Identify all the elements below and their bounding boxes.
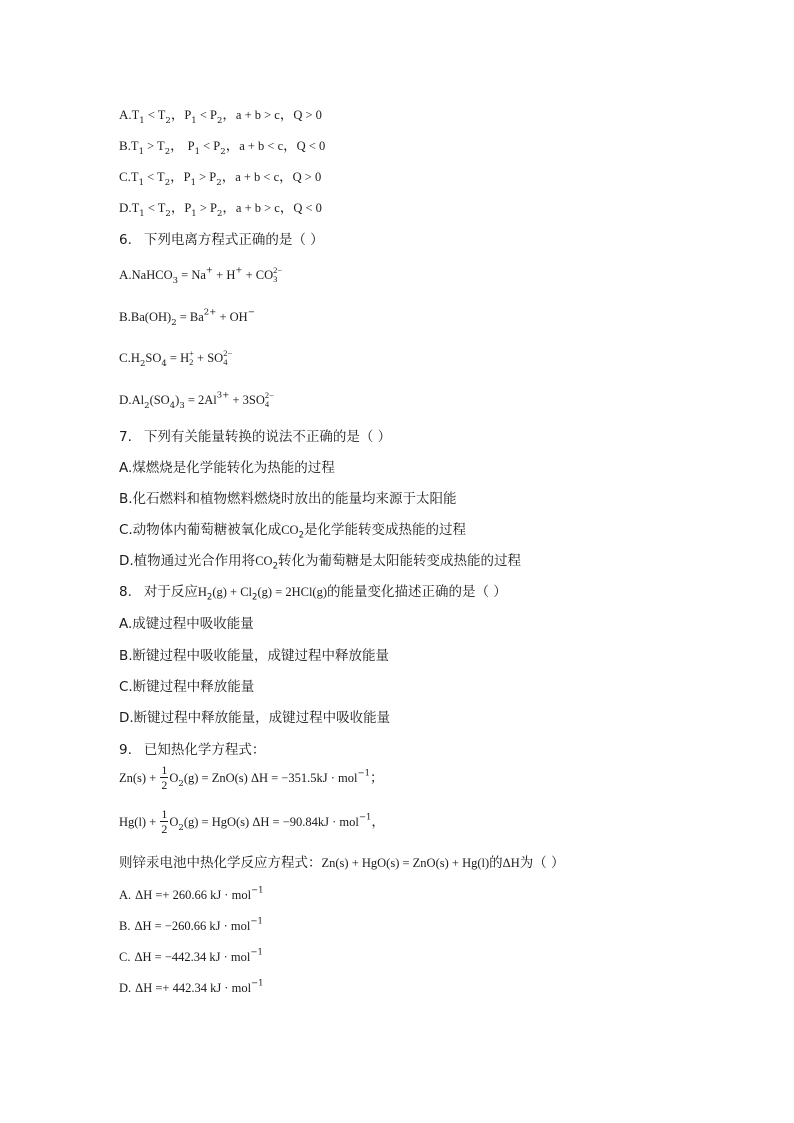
- question-number: 8.: [119, 584, 132, 600]
- option-label: D.: [119, 200, 132, 215]
- q7-option-c: C.动物体内葡萄糖被氧化成$CO_2$是化学能转变成热能的过程: [119, 522, 467, 541]
- option-label: A.: [119, 107, 132, 122]
- q8-stem: 8. 对于反应$H_2(g) + Cl_2(g) = 2HCl(g)$的能量变化描述正确的是（ ）: [119, 584, 507, 603]
- q8-option-d: D.断键过程中释放能量，成键过程中吸收能量: [119, 710, 391, 726]
- q9-option-b: B. ΔH = −260.66 kJ · mol$^{-1}$: [119, 916, 263, 933]
- q6-option-d: $D.Al_2(SO_4)_3 = 2Al^{3+} + 3SO$ 2− 4: [119, 390, 274, 412]
- q6-stem: 6. 下列电离方程式正确的是（ ）: [119, 232, 324, 248]
- option-label: B.: [119, 138, 131, 153]
- q7-option-a: A.煤燃烧是化学能转化为热能的过程: [119, 460, 335, 476]
- fraction: $\frac{1}{2}$: [161, 807, 168, 836]
- q7-option-d: D.植物通过光合作用将$CO_2$转化为葡萄糖是太阳能转变成热能的过程: [119, 553, 521, 572]
- question-number: 9.: [119, 742, 132, 758]
- q7-stem: 7. 下列有关能量转换的说法不正确的是（ ）: [119, 429, 392, 445]
- q9-equation-1: Zn(s) + $\frac{1}{2}$ $O_2(g) = ZnO(s) \Delta H = -351.5kJ \cdot mol^{-1}$；: [119, 763, 384, 792]
- q9-question: 则锌汞电池中热化学反应方程式：Zn(s) + HgO(s) = ZnO(s) + Hg(l)的ΔH为（ ）: [119, 855, 565, 871]
- q5-option-b: $B.T_1 > T_2$， $P_1 < P_2$，a + b < c，Q < 0: [119, 138, 326, 158]
- q9-stem: 9. 已知热化学方程式：: [119, 742, 266, 758]
- q5-option-a: $A.T_1 < T_2$，$P_1 < P_2$，a + b > c，Q > 0: [119, 107, 322, 127]
- q8-option-c: C.断键过程中释放能量: [119, 679, 255, 695]
- question-number: 7.: [119, 429, 132, 445]
- q9-option-c: C. ΔH = −442.34 kJ · mol$^{-1}$: [119, 947, 263, 964]
- fraction: $\frac{1}{2}$: [161, 763, 168, 792]
- q6-option-a: A.NaHCO$_3$ = Na+ + H+ + CO 2− 3: [119, 265, 283, 287]
- q5-option-c: $C.T_1 < T_2$，$P_1 > P_2$，a + b < c，Q > 0: [119, 169, 322, 189]
- question-number: 6.: [119, 232, 132, 248]
- q6-option-b: $B.Ba(OH)_2 = Ba^{2+} + OH^-$: [119, 307, 255, 329]
- q9-option-a: A. ΔH =+ 260.66 kJ · mol$^{-1}$: [119, 885, 264, 902]
- q9-equation-2: Hg(l) + $\frac{1}{2}$ $O_2(g) = HgO(s) \Delta H = -90.84kJ \cdot mol^{-1}$，: [119, 807, 385, 836]
- q5-option-d: $D.T_1 < T_2$，$P_1 > P_2$，a + b > c，Q < 0: [119, 200, 322, 220]
- q8-option-b: B.断键过程中吸收能量，成键过程中释放能量: [119, 648, 390, 664]
- q6-option-c: $C.H_2SO_4 = H$ + 2 + SO 2− 4: [119, 348, 233, 370]
- q7-option-b: B.化石燃料和植物燃料燃烧时放出的能量均来源于太阳能: [119, 491, 457, 507]
- q9-option-d: D. ΔH =+ 442.34 kJ · mol$^{-1}$: [119, 978, 264, 995]
- q8-option-a: A.成键过程中吸收能量: [119, 616, 254, 632]
- option-label: C.: [119, 169, 131, 184]
